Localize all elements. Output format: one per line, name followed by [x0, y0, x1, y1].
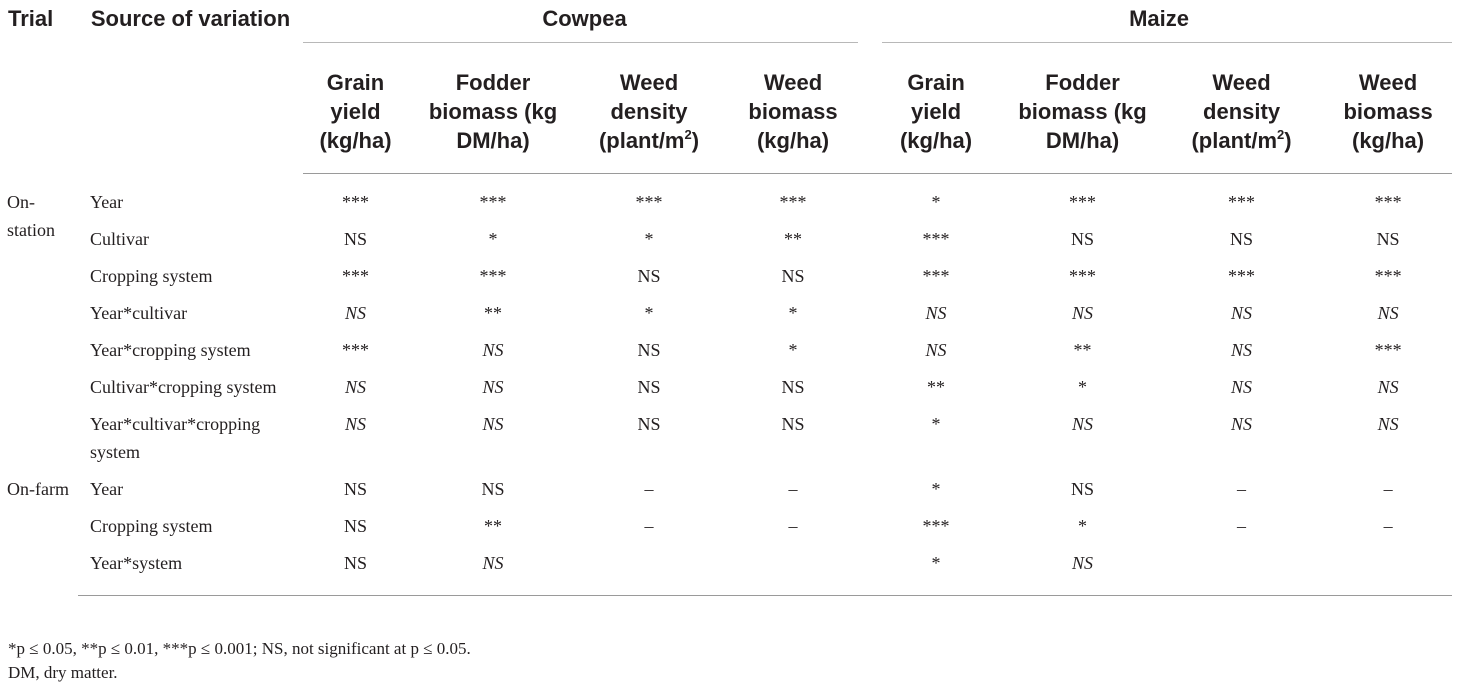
- significance-cell: *: [866, 544, 1006, 596]
- significance-cell: NS: [482, 377, 504, 397]
- header-maize-weed-density: Weed density $(plant/m^2)$: [1159, 50, 1324, 174]
- header-group-maize: [866, 0, 1452, 50]
- significance-cell: –: [1237, 516, 1247, 536]
- table-footnotes: [8, 637, 471, 685]
- significance-cell: ***: [479, 192, 507, 212]
- group-rule: [882, 42, 1452, 43]
- group-label: Cowpea: [542, 6, 627, 31]
- significance-cell: *: [931, 479, 941, 499]
- table-row: [0, 368, 1452, 405]
- source-of-variation: Cultivar*cropping system: [90, 377, 277, 397]
- significance-cell: NS: [343, 229, 367, 249]
- significance-cell: NS: [482, 340, 504, 360]
- group-rule: [303, 42, 858, 43]
- header-cowpea-weed-density: Weed density $(plant/m^2)$: [578, 50, 720, 174]
- footnote-significance: *p ≤ 0.05, **p ≤ 0.01, ***p ≤ 0.001; NS, not significant at p ≤ 0.05.: [8, 639, 471, 658]
- source-of-variation: Cropping system: [90, 516, 213, 536]
- header-maize-weed-biomass: Weed biomass (kg/ha): [1324, 50, 1452, 174]
- source-of-variation: Cropping system: [90, 266, 213, 286]
- significance-cell: NS: [1377, 377, 1399, 397]
- significance-cell: NS: [1231, 303, 1253, 323]
- significance-cell: ***: [922, 516, 950, 536]
- significance-cell: ***: [779, 192, 807, 212]
- significance-cell: –: [788, 516, 798, 536]
- significance-cell: NS: [781, 377, 805, 397]
- significance-cell: ***: [635, 192, 663, 212]
- significance-cell: NS: [1231, 377, 1253, 397]
- significance-cell: ***: [1374, 192, 1402, 212]
- significance-cell: ***: [922, 266, 950, 286]
- significance-cell: NS: [637, 377, 661, 397]
- trial-label: On-station: [7, 191, 55, 240]
- trial-label: On-farm: [7, 479, 69, 499]
- significance-cell: NS: [1071, 479, 1095, 499]
- significance-cell: [1324, 544, 1452, 596]
- significance-cell: NS: [925, 303, 947, 323]
- significance-cell: *: [644, 229, 654, 249]
- significance-cell: **: [484, 516, 502, 536]
- significance-cell: *: [788, 340, 798, 360]
- table-row: [0, 405, 1452, 470]
- significance-cell: NS: [637, 414, 661, 434]
- significance-cell: ***: [1069, 192, 1097, 212]
- significance-cell: NS: [408, 544, 578, 596]
- significance-cell: ***: [342, 266, 369, 286]
- header-group-cowpea: [303, 0, 866, 50]
- significance-cell: *: [1078, 377, 1088, 397]
- header-trial: Trial: [8, 6, 54, 31]
- significance-cell: NS: [482, 414, 504, 434]
- significance-cell: **: [484, 303, 502, 323]
- significance-cell: *: [1078, 516, 1088, 536]
- header-maize-fodder-biomass: Fodder biomass (kg DM/ha): [1006, 50, 1159, 174]
- significance-cell: ***: [479, 266, 507, 286]
- significance-cell: –: [644, 516, 654, 536]
- significance-cell: ***: [342, 340, 369, 360]
- significance-cell: ***: [1374, 340, 1402, 360]
- significance-cell: –: [1237, 479, 1247, 499]
- significance-cell: NS: [344, 414, 366, 434]
- source-of-variation: Year: [90, 479, 124, 499]
- significance-cell: NS: [637, 340, 661, 360]
- significance-cell: ***: [1374, 266, 1402, 286]
- source-of-variation: Year*cultivar*cropping system: [90, 414, 261, 462]
- significance-cell: NS: [303, 544, 408, 596]
- significance-cell: NS: [1072, 303, 1094, 323]
- significance-cell: **: [1073, 340, 1092, 360]
- significance-cell: –: [1383, 479, 1393, 499]
- source-of-variation: Year*system: [78, 544, 303, 596]
- significance-cell: *: [931, 192, 941, 212]
- significance-cell: NS: [781, 266, 805, 286]
- header-maize-grain-yield: Grain yield (kg/ha): [866, 50, 1006, 174]
- header-cowpea-weed-biomass: Weed biomass (kg/ha): [720, 50, 866, 174]
- table-row: [0, 257, 1452, 294]
- source-of-variation: Year*cultivar: [90, 303, 188, 323]
- table-row: [0, 174, 1452, 221]
- significance-cell: NS: [343, 516, 367, 536]
- table-row: [0, 544, 1452, 596]
- source-of-variation: Year: [90, 191, 124, 212]
- significance-cell: NS: [637, 266, 661, 286]
- significance-cell: [720, 544, 866, 596]
- significance-cell: *: [488, 229, 498, 249]
- source-of-variation: Cultivar: [90, 229, 149, 249]
- table-row: [0, 294, 1452, 331]
- significance-cell: **: [784, 229, 803, 249]
- significance-cell: NS: [1231, 414, 1253, 434]
- significance-cell: NS: [1377, 303, 1399, 323]
- significance-cell: NS: [1071, 229, 1095, 249]
- significance-cell: NS: [344, 377, 366, 397]
- significance-cell: –: [1383, 516, 1393, 536]
- table-row: [0, 507, 1452, 544]
- significance-cell: *: [931, 414, 941, 434]
- significance-cell: –: [788, 479, 798, 499]
- table-row: [0, 470, 1452, 507]
- significance-cell: NS: [781, 414, 805, 434]
- significance-cell: ***: [1069, 266, 1097, 286]
- significance-cell: *: [644, 303, 654, 323]
- significance-cell: NS: [1230, 229, 1254, 249]
- significance-cell: NS: [343, 479, 367, 499]
- group-label: Maize: [1129, 6, 1190, 31]
- significance-cell: NS: [1376, 229, 1400, 249]
- significance-cell: NS: [1072, 414, 1094, 434]
- source-of-variation: Year*cropping system: [90, 340, 251, 360]
- significance-cell: NS: [1231, 340, 1253, 360]
- table-row: [0, 220, 1452, 257]
- significance-cell: [1159, 544, 1324, 596]
- header-source-of-variation: Source of variation: [90, 6, 291, 31]
- significance-cell: NS: [1377, 414, 1399, 434]
- significance-cell: NS: [344, 303, 366, 323]
- significance-cell: NS: [925, 340, 947, 360]
- significance-cell: [578, 544, 720, 596]
- table-body: [0, 174, 1452, 596]
- significance-cell: ***: [922, 229, 950, 249]
- header-cowpea-fodder-biomass: Fodder biomass (kg DM/ha): [408, 50, 578, 174]
- header-cowpea-grain-yield: Grain yield (kg/ha): [303, 50, 408, 174]
- significance-cell: ***: [1228, 266, 1256, 286]
- significance-cell: ***: [1228, 192, 1256, 212]
- significance-cell: NS: [1006, 544, 1159, 596]
- significance-cell: NS: [481, 479, 505, 499]
- significance-cell: *: [788, 303, 798, 323]
- significance-cell: –: [644, 479, 654, 499]
- footnote-dm: DM, dry matter.: [8, 663, 118, 682]
- significance-cell: **: [927, 377, 946, 397]
- table-row: [0, 331, 1452, 368]
- significance-cell: ***: [342, 192, 369, 212]
